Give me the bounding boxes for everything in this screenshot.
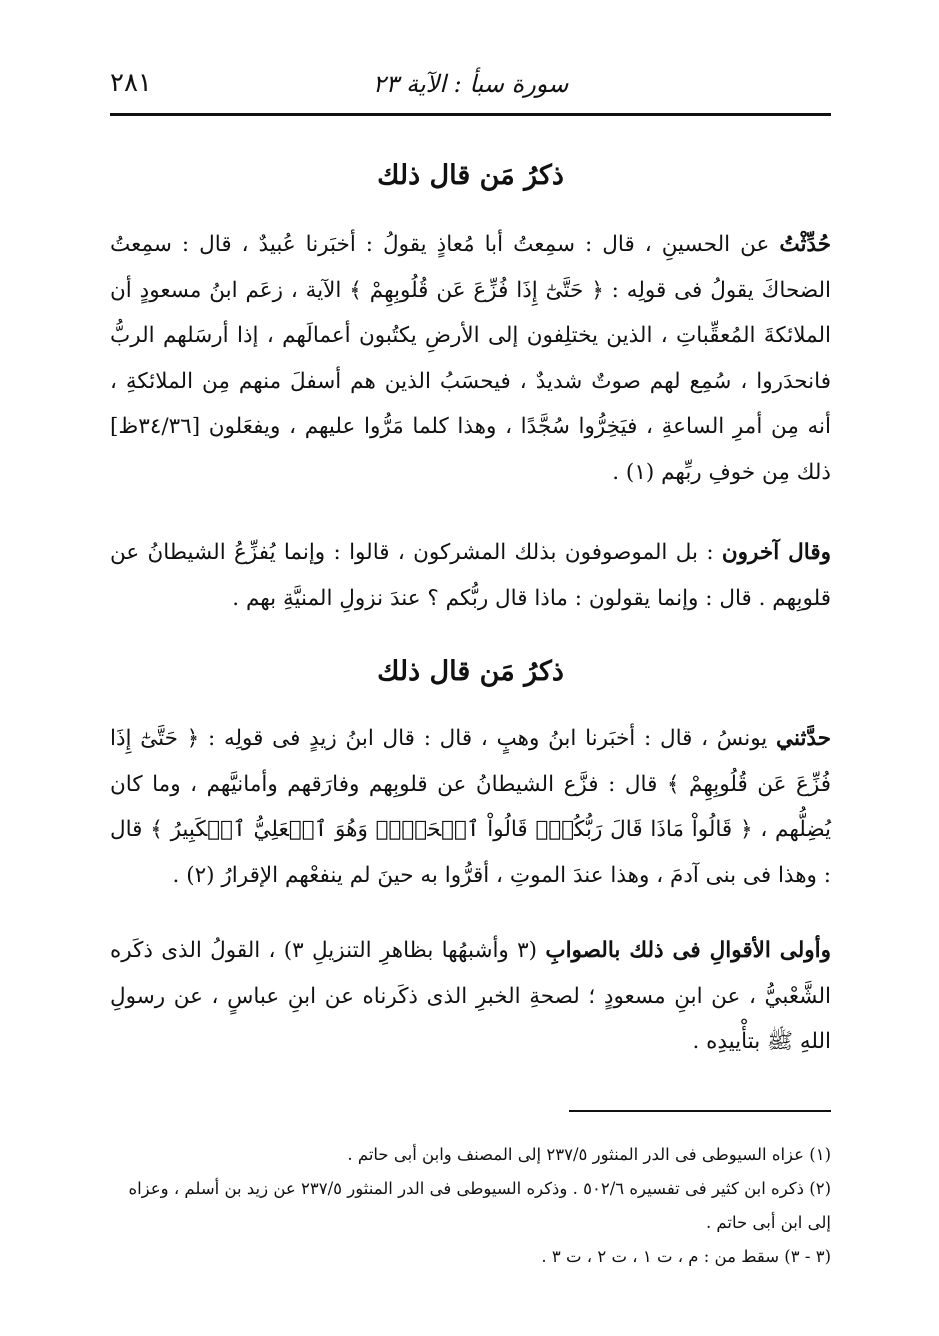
section-heading: ذكرُ مَن قال ذلك bbox=[377, 656, 564, 687]
footnote: (٢) ذكره ابن كثير فى تفسيره ٥٠٢/٦ . وذكره السيوطى فى الدر المنثور ٢٣٧/٥ عن زيد بن أسلم ، وعزاه إلى ابن أبى حاتم . bbox=[128, 1179, 831, 1232]
page-header bbox=[110, 58, 831, 108]
paragraph-text: : بل الموصوفون بذلك المشركون ، قالوا : وإنما يُفزِّعُ الشيطانُ عن قلوبِهم . قال : وإنما يقولون : ماذا قال ربُّكم ؟ عندَ نزولِ المنيَّةِ بهم . bbox=[110, 540, 831, 611]
footnote-rule bbox=[569, 1110, 831, 1112]
paragraph-lead: حدَّثني bbox=[776, 726, 831, 751]
header-rule bbox=[110, 113, 831, 116]
section-heading: ذكرُ مَن قال ذلك bbox=[377, 160, 564, 191]
paragraph-lead: وأولى الأقوالِ فى ذلك بالصوابِ bbox=[545, 938, 831, 963]
paragraph-text: عن الحسينِ ، قال : سمِعتُ أبا مُعاذٍ يقولُ : أخبَرنا عُبيدٌ ، قال : سمِعتُ الضحاكَ يقولُ فى قولِه : ﴿ حَتَّىٰٓ إِذَا فُزِّعَ عَن قُلُوبِهِمْ ﴾ الآية ، زعَم ابنُ مسعودٍ أن الملائكةَ المُعقِّباتِ ، الذين يختلِفون إلى الأرضِ يكتُبون أعمالَهم ، إذا أرسَلهم الربُّ فانحدَروا ، سُمِع لهم صوتٌ شديدٌ ، فيحسَبُ الذين هم أسفلَ منهم مِن الملائكةِ ، أنه مِن أمرِ الساعةِ ، فيَخِرُّوا سُجَّدًا ، وهذا كلما مَرُّوا عليهم ، ويفعَلون [٣٤/٣٦ظ] ذلك مِن خوفِ ربِّهم (١) . bbox=[110, 232, 831, 485]
paragraph-lead: حُدِّثْتُ bbox=[779, 232, 831, 257]
paragraph bbox=[110, 530, 831, 621]
paragraph bbox=[110, 222, 831, 495]
paragraph-text: (٣ وأشبهُها بظاهرِ التنزيلِ ٣) ، القولُ الذى ذكَره الشَّعْبيُّ ، عن ابنِ مسعودٍ ؛ لصحةِ الخبرِ الذى ذكَرناه عن ابنِ عباسٍ ، عن رسولِ اللهِ ﷺ بتأْييدِه . bbox=[110, 938, 831, 1054]
footnotes bbox=[110, 1138, 831, 1274]
paragraph bbox=[110, 716, 831, 898]
running-title: سورة سبأ : الآية ٢٣ bbox=[372, 70, 569, 98]
page-number: ٢٨١ bbox=[110, 68, 152, 98]
footnote: (١) عزاه السيوطى فى الدر المنثور ٢٣٧/٥ إلى المصنف وابن أبى حاتم . bbox=[347, 1145, 831, 1164]
footnote: (٣ - ٣) سقط من : م ، ت ١ ، ت ٢ ، ت ٣ . bbox=[541, 1247, 831, 1266]
paragraph-text: يونسُ ، قال : أخبَرنا ابنُ وهبٍ ، قال : قال ابنُ زيدٍ فى قولِه : ﴿ حَتَّىٰٓ إِذَا فُزِّعَ عَن قُلُوبِهِمْ ﴾ قال : فزَّع الشيطانُ عن قلوبِهم وفارَقهم وأمانيَّهم ، وما كان يُضِلُّهم ، ﴿ قَالُواْ مَاذَا قَالَ رَبُّكُمْۖ قَالُواْ ٱلۡحَقَّۖ وَهُوَ ٱلۡعَلِيُّ ٱلۡكَبِيرُ ﴾ قال : وهذا فى بنى آدمَ ، وهذا عندَ الموتِ ، أقرُّوا به حينَ لم ينفعْهم الإقرارُ (٢) . bbox=[110, 726, 831, 888]
paragraph-lead: وقال آخرون bbox=[721, 540, 831, 565]
paragraph bbox=[110, 928, 831, 1065]
